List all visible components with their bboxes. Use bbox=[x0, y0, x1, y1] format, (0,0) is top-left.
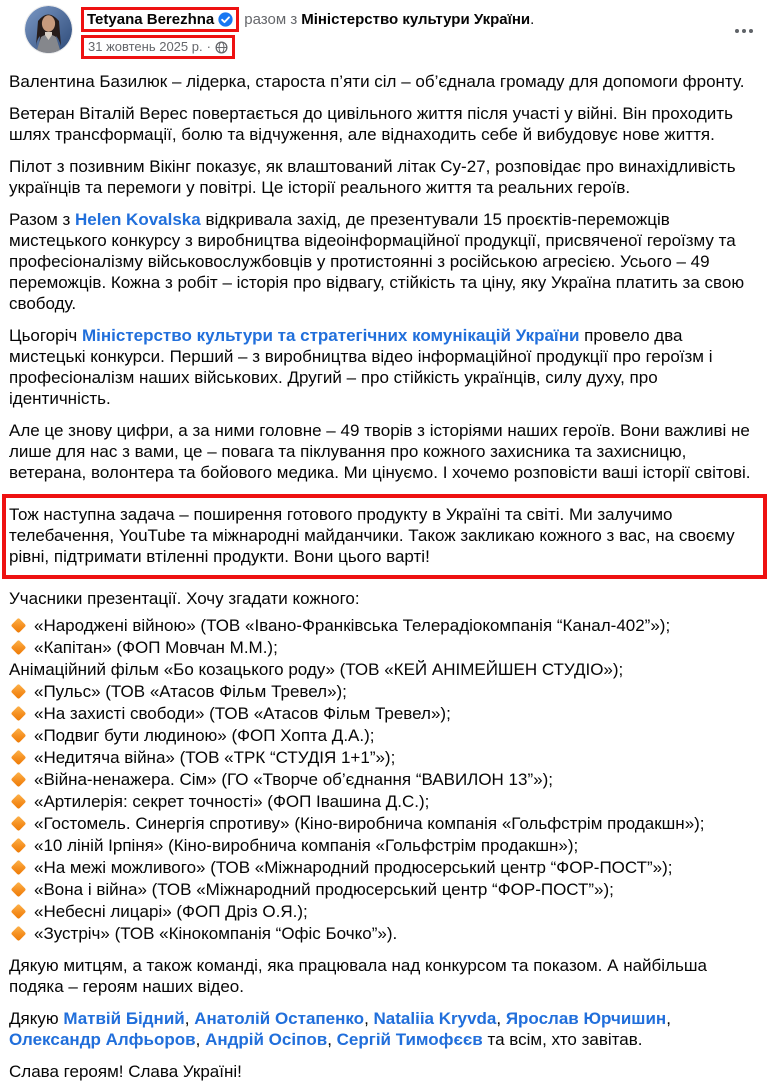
list-item-text: «Вона і війна» (ТОВ «Міжнародний продюсерський центр “ФОР-ПОСТ”»); bbox=[34, 880, 614, 899]
name-line bbox=[81, 7, 534, 32]
ellipsis-dot bbox=[742, 29, 746, 33]
paragraph-text: , bbox=[666, 1009, 671, 1028]
list-item-text: «Народжені війною» (ТОВ «Івано-Франківська Телерадіокомпанія “Канал-402”»); bbox=[34, 616, 671, 635]
timestamp-link[interactable]: 31 жовтень 2025 р. bbox=[88, 39, 203, 54]
list-item bbox=[9, 857, 763, 878]
period-text: . bbox=[530, 11, 535, 28]
orange-diamond-icon bbox=[11, 684, 27, 700]
dot-separator: · bbox=[206, 39, 211, 54]
orange-diamond-icon bbox=[11, 926, 27, 942]
list-item-text: «10 ліній Ірпіня» (Кіно-виробнича компанія «Гольфстрім продакшн»); bbox=[34, 836, 579, 855]
list-item bbox=[9, 901, 763, 922]
paragraph-text: Але це знову цифри, а за ними головне – 49 творів з історіями наших героїв. Вони важливі не лише для нас з вами, це – повага та піклування про кожного захисника та захисницю, ветерана, волонтера та бойового медика. Ми цінуємо. І хочемо розповісти ваші історії світові. bbox=[9, 421, 751, 482]
paragraph-text: Слава героям! Слава Україні! bbox=[9, 1062, 242, 1081]
list-item-text: «Гостомель. Синергія спротиву» (Кіно-виробнича компанія «Гольфстрім продакшн»); bbox=[34, 814, 705, 833]
post-paragraph bbox=[9, 325, 763, 409]
list-item bbox=[9, 681, 763, 702]
list-item-text: «Зустріч» (ТОВ «Кінокомпанія “Офіс Бочко”»). bbox=[34, 924, 398, 943]
paragraph-text: Тож наступна задача – поширення готового продукту в Україні та світі. Ми залучимо телебачення, YouTube та міжнародні майданчики. Також закликаю кожного з вас, на своєму рівні, підтримати втіленні продукти. Вони цього варті! bbox=[9, 505, 735, 566]
post-paragraph bbox=[9, 420, 763, 483]
paragraph-text: та всім, хто завітав. bbox=[482, 1030, 643, 1049]
list-item-text: «Артилерія: секрет точності» (ФОП Івашина Д.С.); bbox=[34, 792, 430, 811]
mention-link[interactable]: Матвій Бідний bbox=[63, 1009, 185, 1028]
post-paragraph bbox=[9, 955, 763, 997]
paragraph-text: відкривала захід, де презентували 15 проєктів-переможців мистецького конкурсу з виробництва відеоінформаційної продукції, присвяченої героїзму та професіоналізму військовослужбовців у протистоянні з російською агресією. Усього – 49 переможців. Кожна з робіт – історія про відвагу, стійкість та ціну, яку Україна платить за свою свободу. bbox=[9, 210, 745, 313]
verified-badge-icon bbox=[218, 12, 233, 27]
annotation-box-author bbox=[81, 7, 239, 32]
list-item bbox=[9, 879, 763, 900]
orange-diamond-icon bbox=[11, 618, 27, 634]
list-item-text: «На захисті свободи» (ТОВ «Атасов Фільм Тревел»); bbox=[34, 704, 451, 723]
tagged-page-link[interactable]: Міністерство культури України bbox=[301, 11, 531, 28]
list-intro-paragraph bbox=[9, 588, 763, 609]
list-item bbox=[9, 703, 763, 724]
paragraph-text: Ветеран Віталій Верес повертається до цивільного життя після участі у війні. Він проходить шлях трансформації, болю та відчуження, але віднаходить себе й вибудовує нове життя. bbox=[9, 104, 733, 144]
orange-diamond-icon bbox=[11, 772, 27, 788]
paragraph-text: Разом з bbox=[9, 210, 76, 229]
orange-diamond-icon bbox=[11, 750, 27, 766]
list-item bbox=[9, 813, 763, 834]
list-item-text: «Небесні лицарі» (ФОП Дріз О.Я.); bbox=[34, 902, 308, 921]
orange-diamond-icon bbox=[11, 706, 27, 722]
orange-diamond-icon bbox=[11, 794, 27, 810]
list-item bbox=[9, 747, 763, 768]
avatar[interactable] bbox=[25, 6, 72, 53]
orange-diamond-icon bbox=[11, 728, 27, 744]
orange-diamond-icon bbox=[11, 816, 27, 832]
orange-diamond-icon bbox=[11, 904, 27, 920]
orange-diamond-icon bbox=[11, 838, 27, 854]
ellipsis-dot bbox=[735, 29, 739, 33]
paragraph-text: Пілот з позивним Вікінг показує, як влаштований літак Су-27, розповідає про винахідливість українців та перемоги у повітрі. Це історії реального життя та реальних героїв. bbox=[9, 157, 736, 197]
post-body bbox=[0, 65, 771, 1082]
list-item-text: «На межі можливого» (ТОВ «Міжнародний продюсерський центр “ФОР-ПОСТ”»); bbox=[34, 858, 673, 877]
list-item bbox=[9, 769, 763, 790]
list-item-text: «Війна-ненажера. Сім» (ГО «Творче об’єднання “ВАВИЛОН 13”»); bbox=[34, 770, 553, 789]
annotated-paragraph bbox=[2, 494, 767, 579]
mention-link[interactable]: Андрій Осіпов bbox=[205, 1030, 328, 1049]
orange-diamond-icon bbox=[11, 640, 27, 656]
annotation-box-date bbox=[81, 35, 235, 59]
avatar-image bbox=[25, 6, 72, 53]
paragraph-text: , bbox=[496, 1009, 506, 1028]
paragraph-text: Учасники презентації. Хочу згадати кожного: bbox=[9, 589, 360, 608]
post-header bbox=[0, 0, 771, 65]
paragraph-text: Валентина Базилюк – лідерка, староста п’яти сіл – об’єднала громаду для допомоги фронту. bbox=[9, 72, 745, 91]
orange-diamond-icon bbox=[11, 882, 27, 898]
list-item-text: Анімаційний фільм «Бо козацького роду» (ТОВ «КЕЙ АНІМЕЙШЕН СТУДІО»); bbox=[9, 660, 624, 679]
paragraph-text: Дякую bbox=[9, 1009, 64, 1028]
header-text bbox=[81, 6, 534, 59]
post-paragraph bbox=[9, 1008, 763, 1050]
mention-link[interactable]: Nataliia Kryvda bbox=[373, 1009, 497, 1028]
post-paragraph bbox=[9, 1061, 763, 1082]
paragraph-text: Цьогоріч bbox=[9, 326, 82, 345]
post-paragraph bbox=[9, 71, 763, 92]
paragraph-text: , bbox=[364, 1009, 374, 1028]
list-item-text: «Капітан» (ФОП Мовчан М.М.); bbox=[34, 638, 278, 657]
orange-diamond-icon bbox=[11, 860, 27, 876]
mention-link[interactable]: Ярослав Юрчишин bbox=[505, 1009, 667, 1028]
paragraph-text: , bbox=[184, 1009, 195, 1028]
mention-link[interactable]: Олександр Алфьоров bbox=[9, 1030, 196, 1049]
paragraph-text: Дякую митцям, а також команді, яка працювала над конкурсом та показом. А найбільша подяка – героям наших відео. bbox=[9, 956, 707, 996]
list-item-text: «Подвиг бути людиною» (ФОП Хопта Д.А.); bbox=[34, 726, 375, 745]
paragraph-text: , bbox=[327, 1030, 337, 1049]
mention-link[interactable]: Сергій Тимофєєв bbox=[336, 1030, 483, 1049]
list-item bbox=[9, 791, 763, 812]
list-item bbox=[9, 637, 763, 658]
post-paragraph bbox=[9, 156, 763, 198]
list-item bbox=[9, 615, 763, 636]
post-paragraph bbox=[9, 209, 763, 314]
list-item bbox=[9, 725, 763, 746]
joiner-text: разом з bbox=[244, 11, 298, 28]
paragraph-text: провело два мистецькі конкурси. Перший – з виробництва відео інформаційної продукції про героїзм і професіоналізм наших військових. Другий – про стійкість українців, силу духу, про ідентичність. bbox=[9, 326, 713, 408]
ellipsis-dot bbox=[749, 29, 753, 33]
list-item bbox=[9, 835, 763, 856]
mention-link[interactable]: Анатолій Остапенко bbox=[194, 1009, 365, 1028]
list-item-text: «Пульс» (ТОВ «Атасов Фільм Тревел»); bbox=[34, 682, 347, 701]
list-item bbox=[9, 923, 763, 944]
post-paragraph bbox=[9, 103, 763, 145]
more-options-button[interactable] bbox=[733, 23, 755, 39]
author-name-link[interactable]: Tetyana Berezhna bbox=[87, 11, 215, 28]
mention-link[interactable]: Helen Kovalska bbox=[75, 210, 201, 229]
list-item-text: «Недитяча війна» (ТОВ «ТРК “СТУДІЯ 1+1”»); bbox=[34, 748, 396, 767]
list-item bbox=[9, 659, 763, 680]
paragraph-text: , bbox=[195, 1030, 206, 1049]
date-line bbox=[81, 35, 534, 59]
globe-privacy-icon bbox=[215, 41, 228, 54]
mention-link[interactable]: Міністерство культури та стратегічних комунікацій України bbox=[81, 326, 580, 345]
participants-list bbox=[9, 615, 763, 944]
